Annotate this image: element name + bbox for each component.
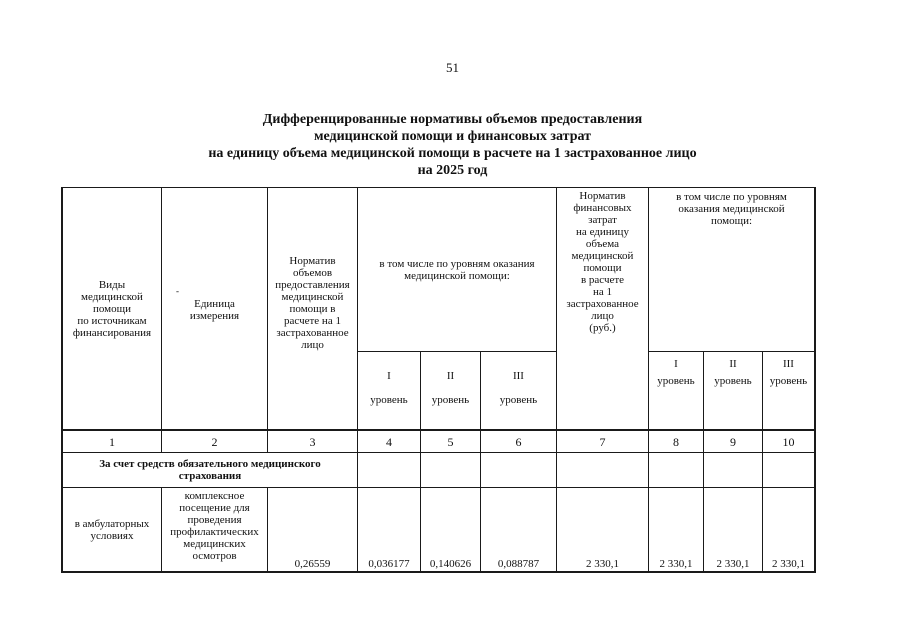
header-text: застрахованное [276, 327, 349, 339]
header-text: в том числе по уровням оказания [379, 258, 535, 270]
header-text: (руб.) [589, 322, 616, 334]
header-text: лицо [591, 310, 614, 322]
title-line-3: на единицу объема медицинской помощи в расчете на 1 застрахованное лицо [208, 146, 697, 161]
level-1-cost-header [649, 353, 703, 391]
header-text: помощи: [710, 215, 753, 227]
header-volume-normative [268, 255, 357, 355]
column-number: 5 [447, 434, 454, 449]
level-2-volume-header [421, 363, 480, 413]
header-text: медицинской [281, 291, 344, 303]
cell-volume-level-2: 0,140626 [429, 558, 472, 570]
header-text: медицинской помощи: [404, 270, 510, 282]
level-1-volume-header [358, 363, 420, 413]
header-text: измерения [189, 310, 240, 322]
header-text: по источникам [77, 315, 147, 327]
column-number: 7 [599, 434, 606, 449]
header-text: медицинской [571, 250, 634, 262]
header-text: лицо [301, 339, 324, 351]
table-border-top [61, 187, 815, 188]
header-levels-volume [358, 258, 556, 288]
table-border-right [814, 187, 816, 573]
header-text: в том числе по уровням [676, 191, 787, 203]
column-number: 1 [109, 434, 115, 449]
level-number: II [446, 370, 455, 382]
title-line-2: медицинской помощи и финансовых затрат [313, 129, 592, 144]
stray-mark: - [176, 286, 179, 296]
header-text: помощи [583, 262, 622, 274]
header-text: застрахованное [566, 298, 639, 310]
row-unit-text: посещение для [179, 502, 250, 514]
level-3-volume-header [481, 363, 556, 413]
cell-cost-level-3: 2 330,1 [772, 558, 805, 570]
header-text: помощи в [289, 303, 336, 315]
row-unit-text: медицинских [183, 538, 246, 550]
header-text: затрат [588, 214, 617, 226]
level-number: I [674, 357, 678, 370]
level-2-cost-header [704, 353, 762, 391]
header-text: помощи [92, 303, 131, 315]
title-line-4: на 2025 год [417, 163, 488, 178]
header-text: на единицу [576, 226, 629, 238]
row-kind-text: условиях [90, 530, 134, 542]
header-text: расчете на 1 [284, 315, 341, 327]
column-number: 10 [782, 434, 795, 449]
level-word: уровень [657, 374, 695, 387]
header-text: финансовых [573, 202, 632, 214]
level-word: уровень [431, 394, 470, 406]
header-cost-normative [557, 190, 648, 350]
level-word: уровень [769, 374, 808, 387]
header-text: Норматив [289, 255, 336, 267]
row-unit [162, 490, 267, 572]
normatives-table [0, 187, 905, 577]
header-text: в расчете [580, 274, 625, 286]
page-number: 51 [446, 60, 459, 75]
level-word: уровень [714, 374, 752, 387]
title-line-1: Дифференцированные нормативы объемов предоставления [262, 112, 643, 127]
header-text: на 1 [592, 286, 613, 298]
header-text: объемов [292, 267, 333, 279]
level-3-cost-header [763, 353, 814, 391]
header-text: предоставления [275, 279, 350, 291]
header-levels-cost [649, 191, 814, 231]
cell-cost-level-1: 2 330,1 [659, 558, 693, 570]
cell-cost-normative: 2 330,1 [586, 558, 619, 570]
section-title-line: За счет средств обязательного медицинского [99, 458, 321, 470]
column-number: 9 [730, 434, 736, 449]
header-kinds-of-care [63, 269, 161, 349]
level-number: III [512, 370, 524, 382]
level-word: уровень [499, 394, 538, 406]
level-word: уровень [370, 394, 408, 406]
column-number: 2 [211, 434, 218, 449]
cell-volume-normative: 0,26559 [294, 558, 331, 570]
row-unit-text: профилактических [170, 526, 259, 538]
level-number: I [387, 370, 391, 382]
section-title-line: страхования [178, 470, 242, 482]
column-number: 6 [515, 434, 522, 449]
row-kind-outpatient [63, 488, 161, 572]
header-text: Единица [194, 298, 235, 310]
row-unit-text: комплексное [184, 490, 245, 502]
column-number: 4 [386, 434, 392, 449]
level-number: II [729, 357, 737, 370]
header-text: медицинской [81, 291, 143, 303]
column-number: 8 [673, 434, 679, 449]
level-number: III [782, 357, 794, 370]
document-title [0, 111, 905, 179]
levels-volume-divider [357, 351, 556, 352]
levels-cost-divider [648, 351, 815, 352]
column-number: 3 [309, 434, 316, 449]
cell-volume-level-1: 0,036177 [368, 558, 410, 570]
row-kind-text: в амбулаторных [74, 518, 150, 530]
header-text: объема [585, 238, 620, 250]
header-text: Норматив [579, 190, 626, 202]
header-text: Виды [98, 279, 126, 291]
row-unit-text: осмотров [192, 550, 237, 562]
cell-volume-level-3: 0,088787 [497, 558, 540, 570]
section-title-oms [63, 453, 357, 487]
header-unit [162, 295, 267, 325]
cell-cost-level-2: 2 330,1 [716, 558, 750, 570]
row-unit-text: проведения [187, 514, 242, 526]
header-text: финансирования [72, 327, 152, 339]
header-text: оказания медицинской [678, 203, 785, 215]
